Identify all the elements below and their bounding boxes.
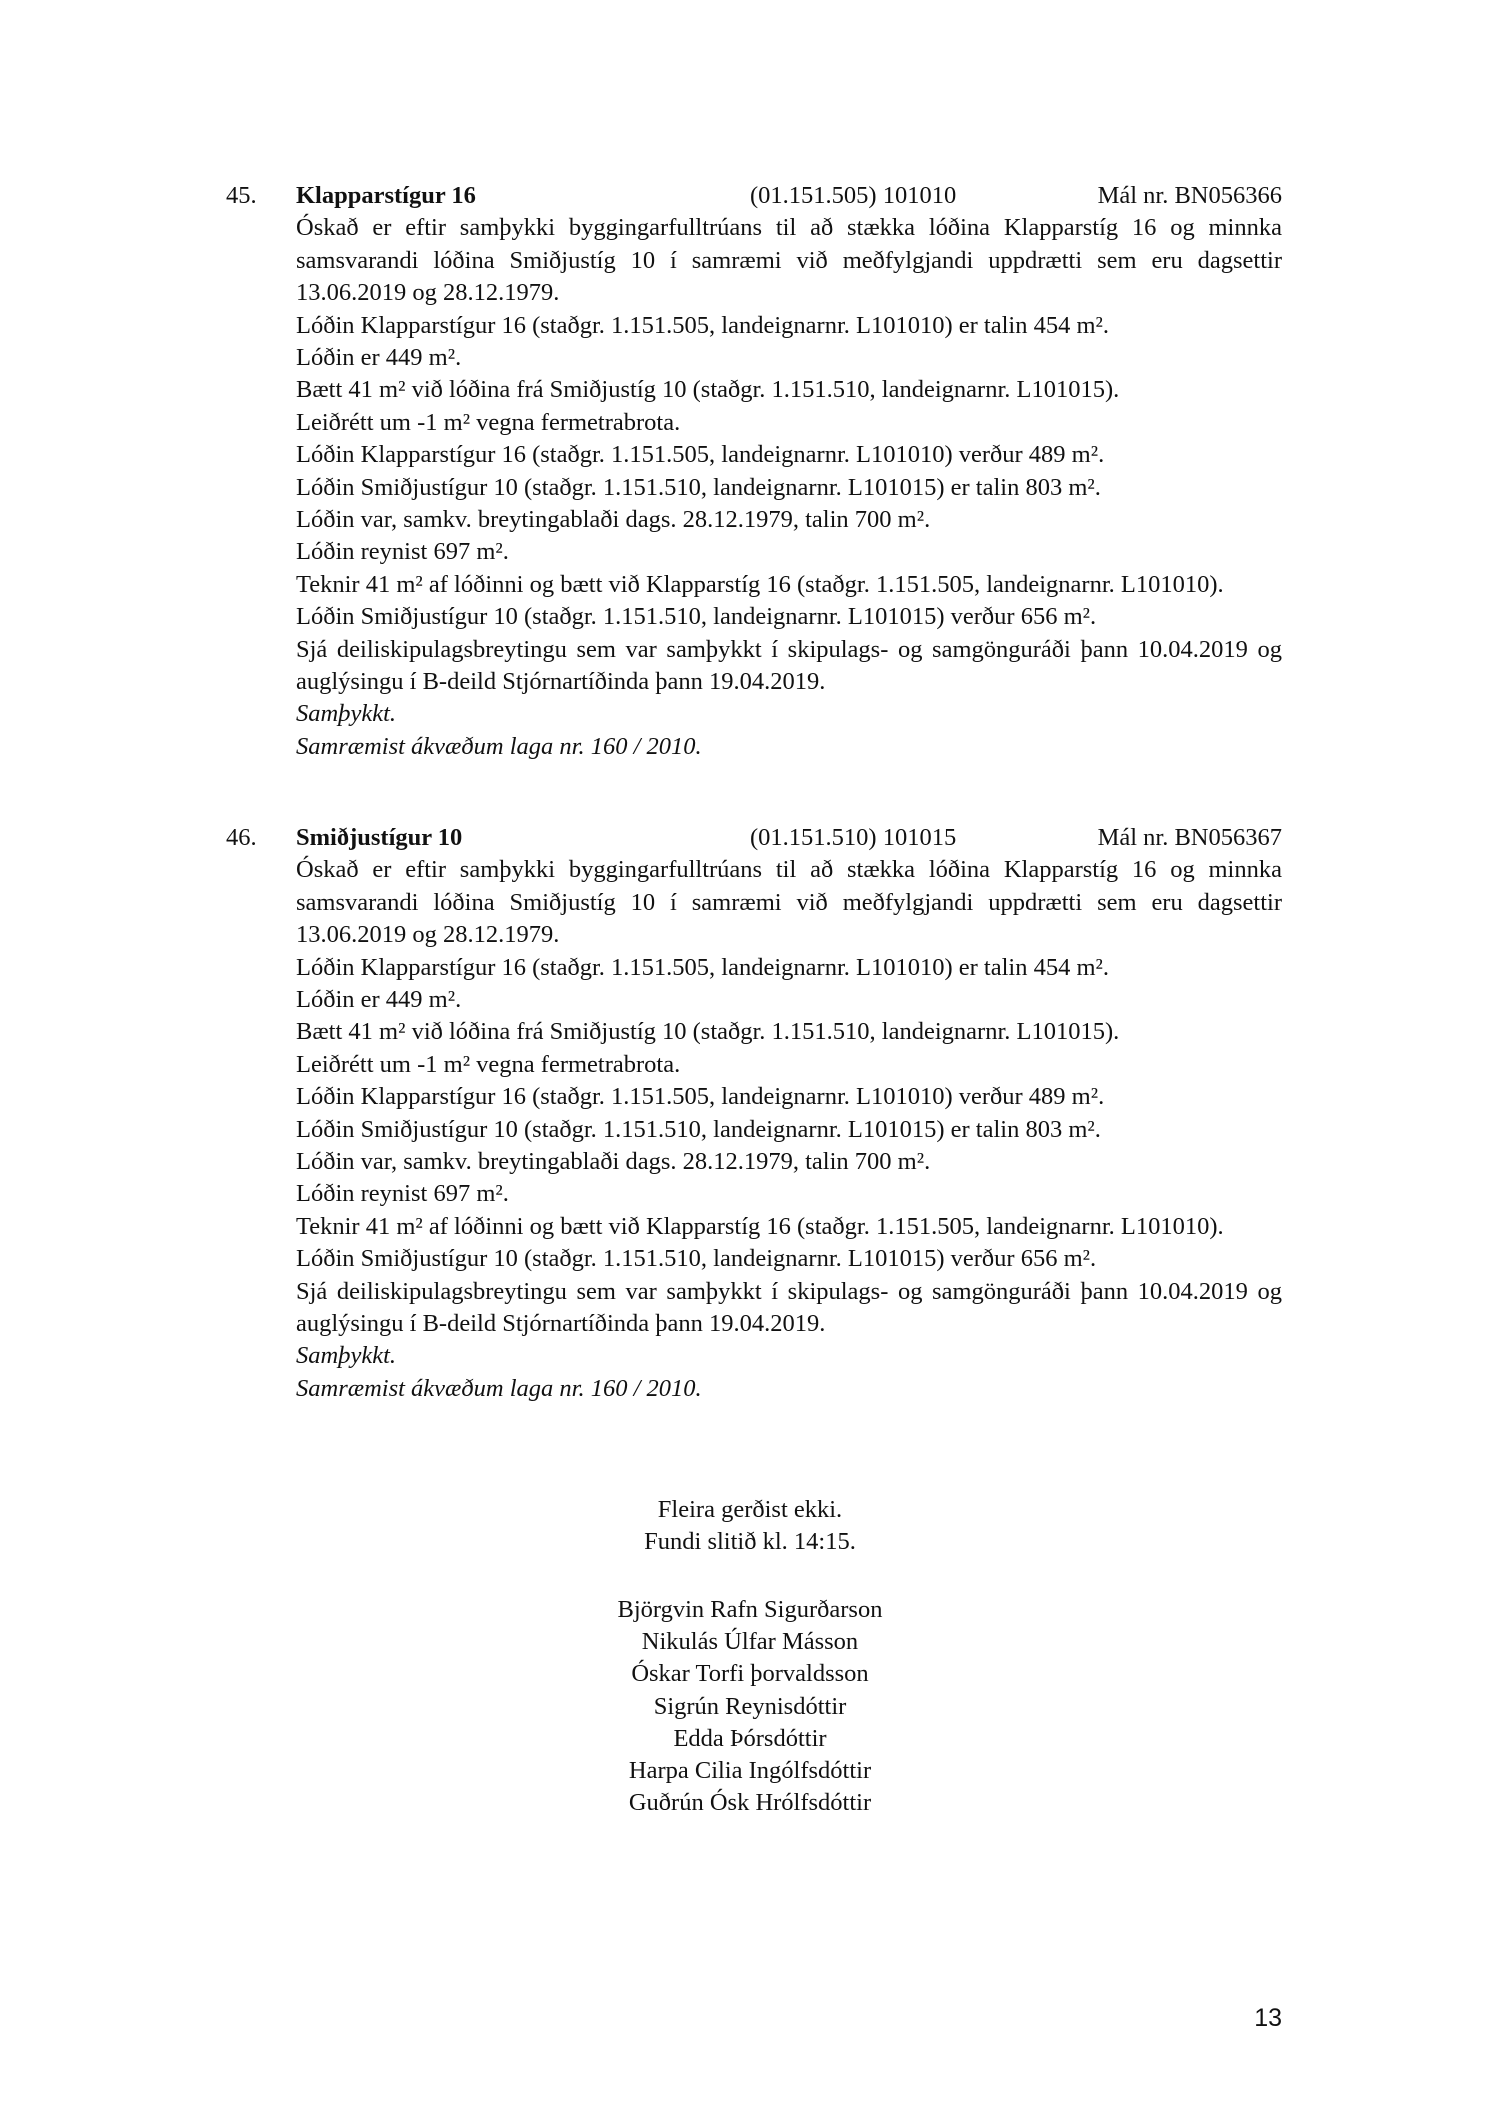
attendee-name: Guðrún Ósk Hrólfsdóttir	[628, 1789, 872, 1817]
item-body	[296, 854, 1282, 1405]
attendee-name: Óskar Torfi þorvaldsson	[631, 1660, 869, 1688]
case-number: Mál nr. BN056366	[1097, 182, 1282, 209]
item-line: Lóðin Smiðjustígur 10 (staðgr. 1.151.510, landeignarnr. L101015) er talin 803 m².	[296, 473, 1101, 501]
item-line: Lóðin er 449 m².	[296, 986, 462, 1014]
item-decision: Samþykkt.	[296, 700, 396, 728]
agenda-item-46	[226, 822, 1282, 1405]
page-number: 13	[1254, 2004, 1282, 2032]
item-line: Lóðin var, samkv. breytingablaði dags. 28.12.1979, talin 700 m².	[296, 506, 931, 534]
item-reference-note: Sjá deiliskipulagsbreytingu sem var samþykkt í skipulags- og samgönguráði þann 10.04.2019 og auglýsingu í B-deild Stjórnartíðinda þann 19.04.2019.	[296, 1277, 1282, 1338]
item-teknir: Teknir 41 m² af lóðinni og bætt við Klapparstíg 16 (staðgr. 1.151.505, landeignarnr. L101010).	[296, 570, 1224, 598]
attendee-name: Harpa Cilia Ingólfsdóttir	[628, 1757, 872, 1785]
item-title: Smiðjustígur 10	[296, 824, 463, 851]
item-line: Lóðin reynist 697 m².	[296, 538, 509, 566]
attendee-name: Sigrún Reynisdóttir	[653, 1692, 847, 1720]
item-reference: (01.151.505) 101010	[750, 182, 957, 209]
item-intro: Óskað er eftir samþykki byggingarfulltrúans til að stækka lóðina Klapparstíg 16 og minnka samsvarandi lóðina Smiðjustíg 10 í samræmi við meðfylgjandi uppdrætti sem eru dagsettir 13.06.2019 og 28.12.1979.	[296, 214, 1282, 307]
item-law-note: Samræmist ákvæðum laga nr. 160 / 2010.	[296, 1374, 702, 1402]
item-reference: (01.151.510) 101015	[750, 824, 957, 851]
attendee-name: Edda Þórsdóttir	[673, 1724, 827, 1752]
item-title: Klapparstígur 16	[296, 182, 476, 209]
item-line: Lóðin Klapparstígur 16 (staðgr. 1.151.505, landeignarnr. L101010) er talin 454 m².	[296, 953, 1109, 981]
item-line: Lóðin var, samkv. breytingablaði dags. 28.12.1979, talin 700 m².	[296, 1148, 931, 1176]
item-line: Lóðin Klapparstígur 16 (staðgr. 1.151.505, landeignarnr. L101010) verður 489 m².	[296, 441, 1105, 469]
meeting-closing	[0, 1494, 1500, 1559]
closing-line: Fleira gerðist ekki.	[657, 1496, 843, 1523]
item-number: 45.	[226, 182, 257, 209]
item-law-note: Samræmist ákvæðum laga nr. 160 / 2010.	[296, 732, 702, 760]
attendee-name: Björgvin Rafn Sigurðarson	[617, 1596, 883, 1623]
item-verdur: Lóðin Smiðjustígur 10 (staðgr. 1.151.510, landeignarnr. L101015) verður 656 m².	[296, 603, 1097, 631]
item-line: Bætt 41 m² við lóðina frá Smiðjustíg 10 (staðgr. 1.151.510, landeignarnr. L101015).	[296, 376, 1120, 404]
item-line: Lóðin reynist 697 m².	[296, 1180, 509, 1208]
item-line: Leiðrétt um -1 m² vegna fermetrabrota.	[296, 1050, 681, 1078]
item-intro: Óskað er eftir samþykki byggingarfulltrúans til að stækka lóðina Klapparstíg 16 og minnka samsvarandi lóðina Smiðjustíg 10 í samræmi við meðfylgjandi uppdrætti sem eru dagsettir 13.06.2019 og 28.12.1979.	[296, 856, 1282, 949]
item-body	[296, 212, 1282, 763]
item-verdur: Lóðin Smiðjustígur 10 (staðgr. 1.151.510, landeignarnr. L101015) verður 656 m².	[296, 1245, 1097, 1273]
closing-line: Fundi slitið kl. 14:15.	[644, 1528, 856, 1556]
item-line: Lóðin Klapparstígur 16 (staðgr. 1.151.505, landeignarnr. L101010) er talin 454 m².	[296, 311, 1109, 339]
item-line: Bætt 41 m² við lóðina frá Smiðjustíg 10 (staðgr. 1.151.510, landeignarnr. L101015).	[296, 1018, 1120, 1046]
item-number: 46.	[226, 824, 257, 851]
item-line: Lóðin Klapparstígur 16 (staðgr. 1.151.505, landeignarnr. L101010) verður 489 m².	[296, 1083, 1105, 1111]
item-line: Lóðin Smiðjustígur 10 (staðgr. 1.151.510, landeignarnr. L101015) er talin 803 m².	[296, 1115, 1101, 1143]
attendee-name: Nikulás Úlfar Másson	[641, 1628, 859, 1656]
item-line: Lóðin er 449 m².	[296, 344, 462, 372]
item-header	[226, 180, 1282, 212]
item-line: Leiðrétt um -1 m² vegna fermetrabrota.	[296, 408, 681, 436]
item-header	[226, 822, 1282, 854]
case-number: Mál nr. BN056367	[1097, 824, 1282, 851]
item-decision: Samþykkt.	[296, 1342, 396, 1370]
attendee-list	[0, 1594, 1500, 1819]
item-reference-note: Sjá deiliskipulagsbreytingu sem var samþykkt í skipulags- og samgönguráði þann 10.04.2019 og auglýsingu í B-deild Stjórnartíðinda þann 19.04.2019.	[296, 635, 1282, 696]
agenda-item-45	[226, 180, 1282, 763]
item-teknir: Teknir 41 m² af lóðinni og bætt við Klapparstíg 16 (staðgr. 1.151.505, landeignarnr. L101010).	[296, 1212, 1224, 1240]
